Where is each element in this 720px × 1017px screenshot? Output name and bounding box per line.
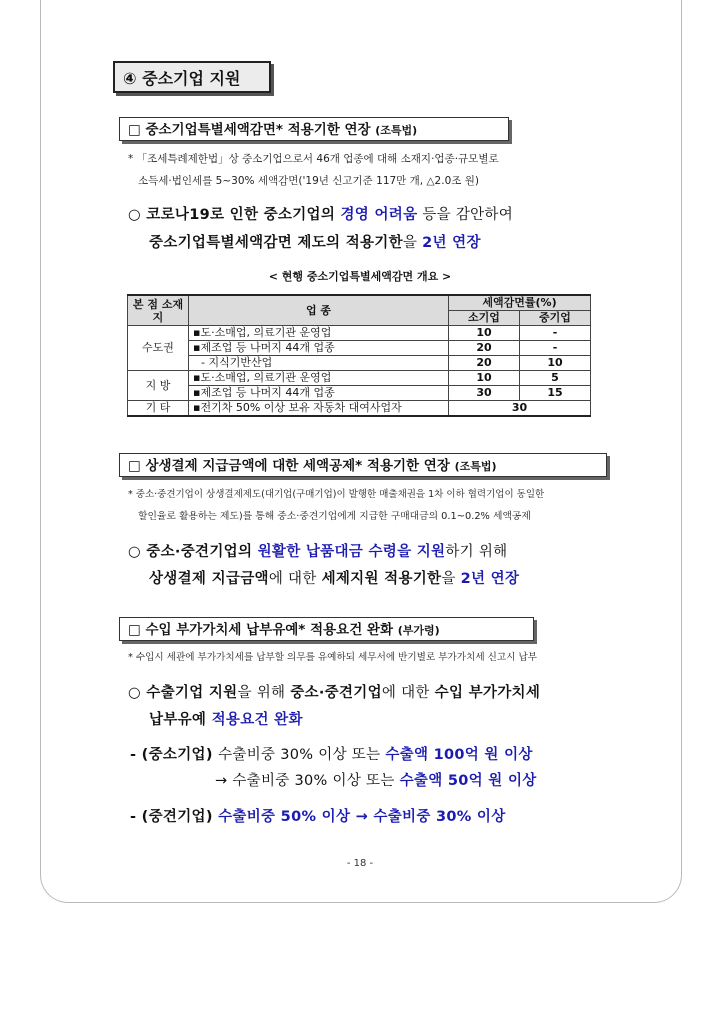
item3-heading-tag: (부가령): [397, 624, 440, 637]
item1-note-line1: * 「조세특례제한법」상 중소기업으로서 46개 업종에 대해 소재지·업종·규모별로: [128, 153, 499, 165]
cell-small: 10: [449, 326, 520, 341]
item1-body-prefix: ○ 코로나19로 인한 중소기업의: [128, 207, 341, 223]
item3-body-l1c: 중소·중견기업: [290, 685, 382, 701]
cell-medium: -: [520, 341, 591, 356]
item1-heading-tag: (조특법): [375, 124, 418, 137]
item3-body-l1a: ○ 수출기업 지원: [128, 685, 238, 701]
item1-body-l2d: 2년 연장: [422, 235, 481, 251]
cell-industry: ▪도·소매업, 의료기관 운영업: [189, 371, 449, 386]
cell-industry: ▪전기차 50% 이상 보유 자동차 대여사업자: [189, 401, 449, 417]
item2-body-l2a: 상생결제 지급금액: [149, 571, 269, 587]
item3-dash1-line2: [215, 769, 537, 793]
item3-dash2-line: [130, 805, 506, 829]
table-caption: < 현행 중소기업특별세액감면 개요 >: [268, 270, 452, 283]
item3-dash2-b: 수출비중 50% 이상 → 수출비중 30% 이상: [218, 809, 506, 825]
item1-body-mid: 등을 감안하여: [417, 207, 514, 223]
item2-body-line2: [149, 567, 519, 591]
section-title: ④ 중소기업 지원: [113, 61, 271, 93]
item1-body-line1: [128, 203, 513, 227]
item1-body-line2: [149, 231, 481, 255]
item2-note-line2: 할인율로 활용하는 제도)를 통해 중소·중견기업에게 지급한 구매대금의 0.1~0.2% 세액공제: [138, 511, 531, 522]
tax-reduction-table: [127, 294, 591, 417]
table-row: [128, 341, 591, 356]
item1-body-l2c: 을: [402, 235, 423, 251]
item2-body-l2c: 세제지원 적용기한: [321, 571, 442, 587]
cell-small: 20: [449, 356, 520, 371]
cell-region: 기 타: [128, 401, 189, 417]
cell-medium: 10: [520, 356, 591, 371]
item3-body-l1e: 수입 부가가치세: [434, 685, 541, 701]
item1-heading: [119, 117, 509, 141]
header-industry: 업 종: [189, 295, 449, 326]
cell-small: 20: [449, 341, 520, 356]
item3-body-l2a: 납부유예: [149, 712, 212, 728]
cell-industry: - 지식기반산업: [189, 356, 449, 371]
item2-body-l1a: ○ 중소·중견기업의: [128, 544, 258, 560]
cell-industry: ▪제조업 등 나머지 44개 업종: [189, 341, 449, 356]
item2-body-l2b: 에 대한: [268, 571, 322, 587]
header-medium: 중기업: [520, 311, 591, 326]
header-region: 본 점 소재지: [128, 295, 189, 326]
header-small: 소기업: [449, 311, 520, 326]
cell-medium: 5: [520, 371, 591, 386]
table-row: [128, 326, 591, 341]
item2-note-line1: * 중소·중견기업이 상생결제제도(대기업(구매기업)이 발행한 매출채권을 1차 이하 협력기업이 동일한: [128, 489, 545, 500]
table-row: [128, 386, 591, 401]
cell-small: 30: [449, 386, 520, 401]
item3-body-l2b: 적용요건 완화: [211, 712, 303, 728]
cell-merged-rate: 30: [449, 401, 591, 417]
item3-body-l1b: 을 위해: [237, 685, 291, 701]
item2-body-l2d: 을: [441, 571, 461, 587]
page-number: - 18 -: [346, 858, 374, 869]
item3-dash1-c: 수출액 100억 원 이상: [385, 747, 533, 763]
header-rate: 세액감면률(%): [449, 295, 591, 311]
item2-body-l2e: 2년 연장: [460, 571, 520, 587]
item1-body-hl1: 경영 어려움: [340, 207, 418, 223]
table-row: [128, 371, 591, 386]
table-row: [128, 401, 591, 417]
cell-small: 10: [449, 371, 520, 386]
item1-body-l2b: 적용기한: [345, 235, 403, 251]
item3-dash1-a: - (중소기업): [130, 747, 219, 763]
cell-region: 수도권: [128, 326, 189, 371]
item3-dash1-line1: [130, 743, 533, 767]
table-header-row: [128, 295, 591, 311]
cell-medium: 15: [520, 386, 591, 401]
item2-heading-text: □ 상생결제 지급금액에 대한 세액공제* 적용기한 연장: [128, 458, 450, 474]
item3-heading-text: □ 수입 부가가치세 납부유예* 적용요건 완화: [128, 622, 394, 638]
item1-note-line2: 소득세·법인세를 5~30% 세액감면('19년 신고기준 117만 개, △2.0조 원): [138, 175, 479, 187]
item2-body-line1: [128, 540, 507, 564]
cell-region: 지 방: [128, 371, 189, 401]
item1-heading-text: □ 중소기업특별세액감면* 적용기한 연장: [128, 122, 371, 138]
item3-dash2-a: - (중견기업): [130, 809, 219, 825]
cell-industry: ▪제조업 등 나머지 44개 업종: [189, 386, 449, 401]
item3-dash1-b: 수출비중 30% 이상 또는: [218, 747, 386, 763]
item3-body-line2: [149, 708, 303, 732]
item3-body-line1: [128, 681, 540, 705]
item3-dash1-l2b: 수출액 50억 원 이상: [399, 773, 537, 789]
item3-note-line1: * 수입시 세관에 부가가치세를 납부할 의무를 유예하되 세무서에 반기별로 부가가치세 신고시 납부: [128, 652, 538, 663]
item1-body-l2a: 중소기업특별세액감면 제도의: [149, 235, 346, 251]
cell-industry: ▪도·소매업, 의료기관 운영업: [189, 326, 449, 341]
item3-heading: [119, 617, 534, 641]
item2-body-l1b: 원활한 납품대금 수령을 지원: [257, 544, 446, 560]
table-row: [128, 356, 591, 371]
item3-body-l1d: 에 대한: [381, 685, 435, 701]
item2-body-l1c: 하기 위해: [445, 544, 508, 560]
cell-medium: -: [520, 326, 591, 341]
item2-heading-tag: (조특법): [454, 460, 497, 473]
item2-heading: [119, 453, 607, 477]
item3-dash1-l2a: → 수출비중 30% 이상 또는: [215, 773, 400, 789]
